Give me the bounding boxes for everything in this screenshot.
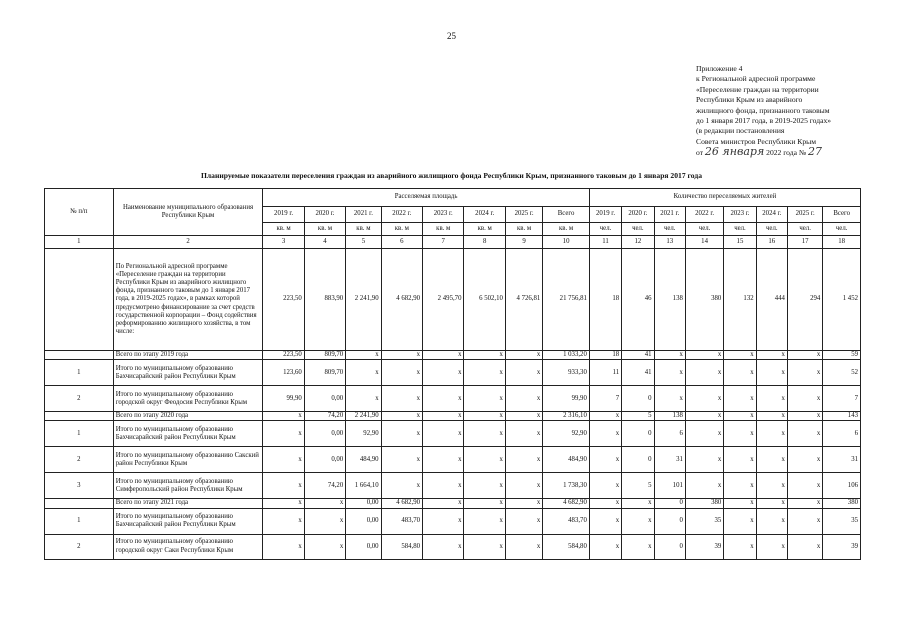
area-value: 21 756,81	[543, 249, 590, 351]
header-people-unit: чел.	[724, 223, 756, 236]
header-area-year: 2019 г.	[263, 207, 304, 223]
area-value: 0,00	[304, 421, 345, 447]
people-value: x	[724, 360, 756, 386]
header-people-year: 2019 г.	[589, 207, 621, 223]
people-value: 106	[823, 473, 861, 499]
people-value: 35	[685, 508, 723, 534]
people-value: x	[622, 534, 654, 559]
date-prefix: от	[696, 148, 704, 158]
appendix-line: Совета министров Республики Крым	[696, 136, 817, 146]
area-value: 0,00	[304, 386, 345, 412]
header-area-unit: кв. м	[304, 223, 345, 236]
column-number: 11	[589, 236, 621, 249]
people-value: 0	[622, 386, 654, 412]
area-value: 1 738,30	[543, 473, 590, 499]
people-value: 39	[685, 534, 723, 559]
area-value: 4 682,90	[543, 499, 590, 508]
row-name: Итого по муниципальному образованию Симферопольский район Республики Крым	[113, 473, 263, 499]
document-title: Планируемые показатели переселения граждан из аварийного жилищного фонда Республики Крым, признанного таковым до 1 января 2017 года	[200, 171, 702, 180]
people-value: 0	[654, 508, 685, 534]
row-number	[45, 412, 114, 421]
people-value: x	[589, 534, 621, 559]
people-value: 101	[654, 473, 685, 499]
area-value: x	[464, 351, 505, 360]
people-value: x	[685, 421, 723, 447]
header-area-year: Всего	[543, 207, 590, 223]
resettlement-table	[44, 188, 861, 560]
area-value: 74,20	[304, 473, 345, 499]
people-value: x	[756, 412, 787, 421]
people-value: 0	[654, 534, 685, 559]
people-value: x	[787, 412, 822, 421]
area-value: x	[505, 351, 542, 360]
people-value: 294	[787, 249, 822, 351]
area-value: 584,80	[381, 534, 422, 559]
municipality-row	[45, 473, 861, 499]
column-number: 12	[622, 236, 654, 249]
area-value: x	[346, 351, 381, 360]
people-value: x	[589, 412, 621, 421]
people-value: x	[724, 508, 756, 534]
people-value: x	[787, 508, 822, 534]
municipality-row	[45, 534, 861, 559]
people-value: x	[787, 386, 822, 412]
area-value: 2 495,70	[423, 249, 464, 351]
appendix-line: к Региональной адресной программе	[696, 74, 816, 84]
people-value: 138	[654, 412, 685, 421]
row-number: 2	[45, 447, 114, 473]
people-value: x	[589, 473, 621, 499]
area-value: 1 664,10	[346, 473, 381, 499]
area-value: x	[464, 421, 505, 447]
area-value: x	[263, 508, 304, 534]
municipality-row	[45, 421, 861, 447]
area-value: x	[464, 508, 505, 534]
header-area-year: 2024 г.	[464, 207, 505, 223]
column-number: 3	[263, 236, 304, 249]
area-value: 4 682,90	[381, 499, 422, 508]
people-value: x	[756, 499, 787, 508]
people-value: x	[787, 351, 822, 360]
area-value: 92,90	[543, 421, 590, 447]
people-value: 380	[823, 499, 861, 508]
area-value: x	[423, 508, 464, 534]
people-value: 6	[654, 421, 685, 447]
area-value: x	[346, 386, 381, 412]
header-people-unit: чел.	[654, 223, 685, 236]
header-num: № п/п	[45, 189, 114, 236]
resolution-date	[696, 147, 854, 158]
appendix-line: Приложение 4	[696, 64, 743, 73]
area-value: 1 033,20	[543, 351, 590, 360]
header-area-year: 2022 г.	[381, 207, 422, 223]
header-people-year: 2020 г.	[622, 207, 654, 223]
area-value: 584,80	[543, 534, 590, 559]
row-name: По Региональной адресной программе «Переселение граждан на территории Республики Крым из аварийного жилищного фонда, признанного таковым до 1 января 2017 года, в 2019-2025 годах», в рамках которой предусмотрено финансирование за счет средств государственной корпорации – Фонд содействия реформированию жилищного хозяйства, в том числе:	[113, 249, 263, 351]
header-people-year: 2025 г.	[787, 207, 822, 223]
area-value: x	[505, 473, 542, 499]
area-value: 809,70	[304, 360, 345, 386]
people-value: x	[589, 447, 621, 473]
area-value: 223,50	[263, 351, 304, 360]
area-value: x	[423, 499, 464, 508]
area-value: x	[263, 447, 304, 473]
area-value: x	[263, 412, 304, 421]
people-value: x	[787, 421, 822, 447]
appendix-line: Республики Крым из аварийного	[696, 95, 803, 105]
area-value: x	[381, 351, 422, 360]
area-value: x	[304, 508, 345, 534]
row-name: Итого по муниципальному образованию городской округ Саки Республики Крым	[113, 534, 263, 559]
area-value: x	[381, 421, 422, 447]
area-value: x	[381, 473, 422, 499]
people-value: 380	[685, 499, 723, 508]
people-value: x	[685, 412, 723, 421]
header-area-year: 2023 г.	[423, 207, 464, 223]
area-value: 6 502,10	[464, 249, 505, 351]
area-value: x	[381, 386, 422, 412]
people-value: 6	[823, 421, 861, 447]
people-value: x	[724, 447, 756, 473]
stage-total-row	[45, 499, 861, 508]
municipality-row	[45, 447, 861, 473]
people-value: x	[756, 508, 787, 534]
area-value: 933,30	[543, 360, 590, 386]
header-area-unit: кв. м	[505, 223, 542, 236]
column-number: 16	[756, 236, 787, 249]
header-people-unit: чел.	[589, 223, 621, 236]
area-value: x	[464, 412, 505, 421]
people-value: 41	[622, 351, 654, 360]
row-number: 1	[45, 421, 114, 447]
header-people-unit: чел.	[685, 223, 723, 236]
row-number: 1	[45, 360, 114, 386]
people-value: 132	[724, 249, 756, 351]
people-value: x	[724, 412, 756, 421]
row-name: Итого по муниципальному образованию Бахчисарайский район Республики Крым	[113, 508, 263, 534]
area-value: x	[381, 412, 422, 421]
people-value: x	[787, 473, 822, 499]
people-value: x	[589, 499, 621, 508]
people-value: x	[685, 386, 723, 412]
row-number	[45, 351, 114, 360]
column-number: 10	[543, 236, 590, 249]
municipality-row	[45, 386, 861, 412]
people-value: 11	[589, 360, 621, 386]
people-value: x	[756, 473, 787, 499]
people-value: x	[654, 360, 685, 386]
column-number: 7	[423, 236, 464, 249]
people-value: 41	[622, 360, 654, 386]
header-people-unit: чел.	[756, 223, 787, 236]
handwritten-date: 26 января	[704, 145, 765, 159]
people-value: x	[724, 534, 756, 559]
row-number: 3	[45, 473, 114, 499]
area-value: 4 726,81	[505, 249, 542, 351]
people-value: x	[724, 499, 756, 508]
area-value: 74,20	[304, 412, 345, 421]
people-value: x	[756, 421, 787, 447]
row-name: Итого по муниципальному образованию Бахчисарайский район Республики Крым	[113, 360, 263, 386]
header-people-year: 2022 г.	[685, 207, 723, 223]
stage-total-row	[45, 412, 861, 421]
header-people-unit: чел.	[823, 223, 861, 236]
area-value: x	[423, 421, 464, 447]
header-area-unit: кв. м	[543, 223, 590, 236]
municipality-row	[45, 508, 861, 534]
area-value: 483,70	[381, 508, 422, 534]
area-value: x	[423, 473, 464, 499]
people-value: 7	[823, 386, 861, 412]
header-area-year: 2021 г.	[346, 207, 381, 223]
column-number: 9	[505, 236, 542, 249]
people-value: 18	[589, 249, 621, 351]
area-value: 99,90	[543, 386, 590, 412]
people-value: 46	[622, 249, 654, 351]
header-people-year: 2021 г.	[654, 207, 685, 223]
people-value: x	[685, 473, 723, 499]
area-value: 2 241,90	[346, 249, 381, 351]
people-value: 5	[622, 473, 654, 499]
header-area-unit: кв. м	[423, 223, 464, 236]
row-number	[45, 249, 114, 351]
area-value: x	[263, 421, 304, 447]
header-area-year: 2020 г.	[304, 207, 345, 223]
people-value: 52	[823, 360, 861, 386]
header-people-group: Количество переселяемых жителей	[589, 189, 860, 207]
people-value: 39	[823, 534, 861, 559]
area-value: x	[505, 499, 542, 508]
column-number: 4	[304, 236, 345, 249]
area-value: 92,90	[346, 421, 381, 447]
people-value: x	[654, 351, 685, 360]
people-value: x	[654, 386, 685, 412]
header-people-year: 2024 г.	[756, 207, 787, 223]
header-area-unit: кв. м	[263, 223, 304, 236]
appendix-line: (в редакции постановления	[696, 126, 785, 136]
header-people-year: 2023 г.	[724, 207, 756, 223]
people-value: 7	[589, 386, 621, 412]
appendix-note	[696, 64, 854, 159]
row-name: Всего по этапу 2019 года	[113, 351, 263, 360]
row-number: 2	[45, 386, 114, 412]
municipality-row	[45, 360, 861, 386]
header-area-unit: кв. м	[464, 223, 505, 236]
people-value: 143	[823, 412, 861, 421]
appendix-line: «Переселение граждан на территории	[696, 84, 819, 94]
area-value: x	[423, 534, 464, 559]
area-value: x	[464, 499, 505, 508]
area-value: 0,00	[304, 447, 345, 473]
column-number: 18	[823, 236, 861, 249]
area-value: x	[346, 360, 381, 386]
column-number: 15	[724, 236, 756, 249]
people-value: x	[622, 499, 654, 508]
header-people-unit: чел.	[787, 223, 822, 236]
people-value: x	[589, 508, 621, 534]
people-value: 0	[654, 499, 685, 508]
header-people-unit: чел.	[622, 223, 654, 236]
area-value: x	[505, 421, 542, 447]
people-value: x	[756, 534, 787, 559]
area-value: x	[423, 351, 464, 360]
people-value: 0	[622, 447, 654, 473]
header-area-unit: кв. м	[381, 223, 422, 236]
area-value: 0,00	[346, 508, 381, 534]
row-name: Всего по этапу 2021 года	[113, 499, 263, 508]
people-value: x	[685, 447, 723, 473]
page-number: 25	[447, 31, 456, 41]
people-value: x	[724, 473, 756, 499]
area-value: x	[464, 447, 505, 473]
row-name: Итого по муниципальному образованию Сакский район Республики Крым	[113, 447, 263, 473]
area-value: x	[263, 473, 304, 499]
row-name: Итого по муниципальному образованию городской округ Феодосия Республики Крым	[113, 386, 263, 412]
handwritten-number: 27	[808, 145, 823, 159]
area-value: x	[464, 386, 505, 412]
area-value: x	[464, 360, 505, 386]
people-value: 18	[589, 351, 621, 360]
area-value: x	[464, 473, 505, 499]
area-value: x	[304, 499, 345, 508]
people-value: x	[787, 360, 822, 386]
area-value: 484,90	[543, 447, 590, 473]
people-value: x	[724, 351, 756, 360]
people-value: x	[787, 447, 822, 473]
area-value: 2 241,90	[346, 412, 381, 421]
people-value: x	[787, 499, 822, 508]
stage-total-row	[45, 351, 861, 360]
people-value: 5	[622, 412, 654, 421]
column-number: 13	[654, 236, 685, 249]
people-value: 1 452	[823, 249, 861, 351]
area-value: 0,00	[346, 534, 381, 559]
people-value: 380	[685, 249, 723, 351]
header-people-year: Всего	[823, 207, 861, 223]
column-number: 6	[381, 236, 422, 249]
area-value: x	[423, 412, 464, 421]
people-value: x	[756, 360, 787, 386]
people-value: x	[724, 421, 756, 447]
people-value: x	[756, 351, 787, 360]
people-value: 138	[654, 249, 685, 351]
people-value: x	[685, 360, 723, 386]
area-value: x	[423, 447, 464, 473]
column-number: 1	[45, 236, 114, 249]
people-value: 31	[823, 447, 861, 473]
area-value: x	[505, 534, 542, 559]
row-name: Всего по этапу 2020 года	[113, 412, 263, 421]
column-number: 14	[685, 236, 723, 249]
header-name: Наименование муниципального образования Республики Крым	[113, 189, 263, 236]
area-value: x	[381, 360, 422, 386]
appendix-line: до 1 января 2017 года, в 2019-2025 годах»	[696, 116, 832, 126]
row-number: 1	[45, 508, 114, 534]
area-value: 2 316,10	[543, 412, 590, 421]
column-number: 5	[346, 236, 381, 249]
appendix-line: жилищного фонда, признанного таковым	[696, 105, 830, 115]
row-number	[45, 499, 114, 508]
header-area-unit: кв. м	[346, 223, 381, 236]
area-value: 4 682,90	[381, 249, 422, 351]
header-area-year: 2025 г.	[505, 207, 542, 223]
row-name: Итого по муниципальному образованию Бахчисарайский район Республики Крым	[113, 421, 263, 447]
people-value: x	[589, 421, 621, 447]
area-value: 99,90	[263, 386, 304, 412]
column-number: 17	[787, 236, 822, 249]
people-value: 59	[823, 351, 861, 360]
area-value: x	[423, 386, 464, 412]
column-number: 8	[464, 236, 505, 249]
people-value: 31	[654, 447, 685, 473]
people-value: x	[685, 351, 723, 360]
program-summary-row	[45, 249, 861, 351]
header-area-group: Расселяемая площадь	[263, 189, 590, 207]
column-number: 2	[113, 236, 263, 249]
people-value: 444	[756, 249, 787, 351]
area-value: x	[505, 447, 542, 473]
people-value: x	[724, 386, 756, 412]
area-value: 809,70	[304, 351, 345, 360]
area-value: x	[304, 534, 345, 559]
area-value: 483,70	[543, 508, 590, 534]
area-value: 0,00	[346, 499, 381, 508]
area-value: x	[263, 534, 304, 559]
date-year: 2022 года №	[766, 148, 807, 158]
area-value: x	[423, 360, 464, 386]
area-value: x	[505, 412, 542, 421]
area-value: x	[381, 447, 422, 473]
area-value: x	[464, 534, 505, 559]
row-number: 2	[45, 534, 114, 559]
people-value: x	[756, 386, 787, 412]
area-value: x	[505, 386, 542, 412]
people-value: x	[622, 508, 654, 534]
area-value: 123,60	[263, 360, 304, 386]
people-value: 35	[823, 508, 861, 534]
area-value: x	[263, 499, 304, 508]
people-value: x	[756, 447, 787, 473]
area-value: 883,90	[304, 249, 345, 351]
people-value: 0	[622, 421, 654, 447]
area-value: 484,90	[346, 447, 381, 473]
area-value: 223,50	[263, 249, 304, 351]
people-value: x	[787, 534, 822, 559]
area-value: x	[505, 508, 542, 534]
area-value: x	[505, 360, 542, 386]
